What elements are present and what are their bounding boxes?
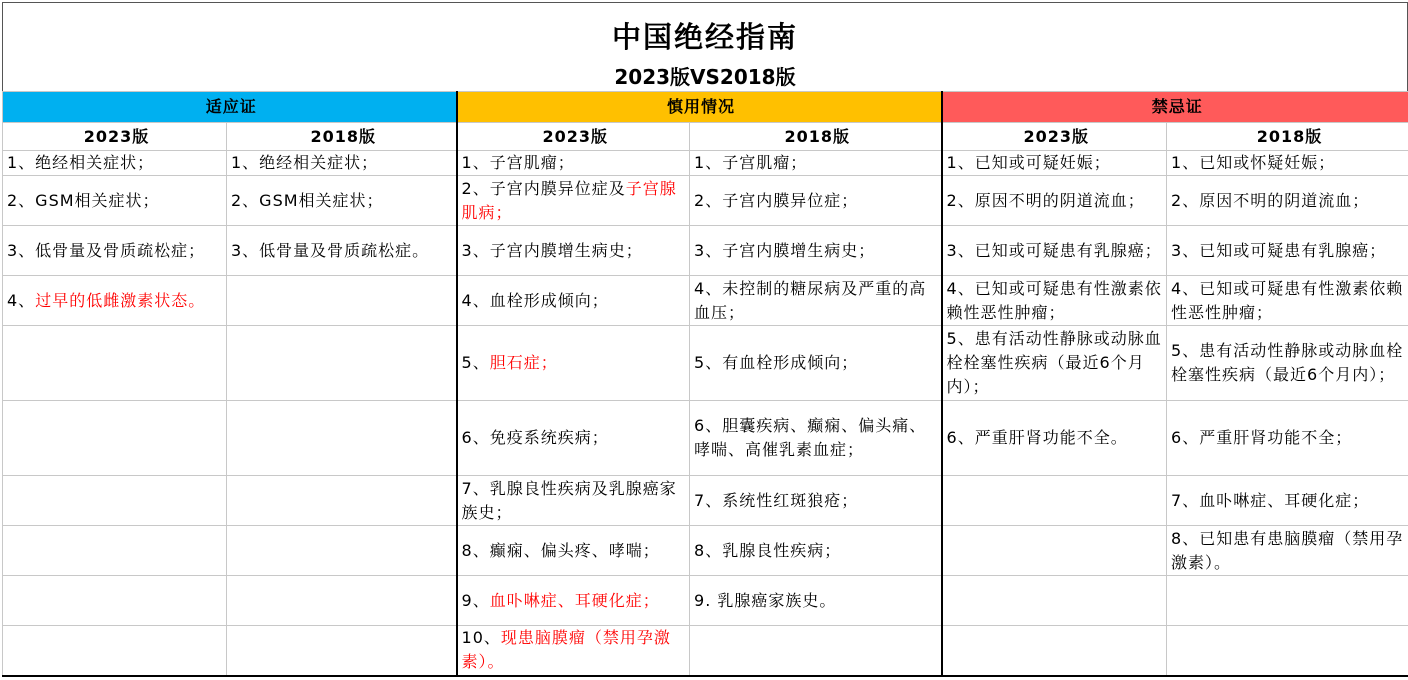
comparison-table [2,91,1408,677]
caution-2023-cell[interactable] [457,476,690,526]
cell-text: 4、血栓形成倾向； [461,290,609,310]
cell-text-highlight: 胆石症； [489,353,558,372]
contra-2018-header[interactable]: 2018版 [1167,123,1408,151]
caution-2023-cell[interactable] [457,151,690,176]
table-row [3,476,1408,526]
cell-text: 1、已知或可疑妊娠； [946,153,1111,172]
caution-2023-cell[interactable] [457,176,690,226]
caution-2018-cell[interactable] [690,276,942,326]
caution-2018-cell[interactable] [690,151,942,176]
contra-2018-cell[interactable] [1167,626,1408,676]
contra-2023-cell[interactable] [942,476,1167,526]
caution-2023-cell[interactable] [457,276,690,326]
section-header-row [3,92,1408,123]
indications-2018-cell[interactable] [227,576,457,626]
indications-2023-cell[interactable] [3,326,227,401]
cell-text: 2、子宫内膜异位症； [694,190,859,210]
cell-text: 6、胆囊疾病、癫痫、偏头痛、哮喘、高催乳素血症； [694,416,927,459]
cell-text: 4、已知或可疑患有性激素依赖性恶性肿瘤； [1171,278,1404,322]
caution-2023-cell[interactable] [457,626,690,676]
cell-text: 6、严重肝肾功能不全； [1171,428,1353,447]
contra-2023-cell[interactable] [942,226,1167,276]
contra-2018-cell[interactable] [1167,476,1408,526]
cell-text: 2、原因不明的阴道流血； [1171,190,1370,210]
contra-2023-cell[interactable] [942,151,1167,176]
caution-2018-cell[interactable] [690,326,942,401]
contra-2018-cell[interactable] [1167,576,1408,626]
caution-2023-header[interactable]: 2023版 [457,123,690,151]
cell-text: 2、子宫内膜异位症及 [461,178,626,198]
table-row [3,576,1408,626]
cell-text: 3、低骨量及骨质疏松症； [7,240,206,260]
contra-2023-cell[interactable] [942,276,1167,326]
indications-2023-cell[interactable] [3,526,227,576]
section-caution[interactable]: 慎用情况 [457,92,942,123]
title-block [2,2,1408,91]
indications-2018-cell[interactable] [227,151,457,176]
table-row [3,401,1408,476]
cell-text: 1、绝经相关症状； [7,153,155,172]
contra-2018-cell[interactable] [1167,226,1408,276]
cell-text: 10、 [461,628,501,648]
cell-text: 3、子宫内膜增生病史； [461,240,643,260]
indications-2023-cell[interactable] [3,176,227,226]
contra-2023-header[interactable]: 2023版 [942,123,1167,151]
caution-2018-cell[interactable] [690,476,942,526]
cell-text: 3、子宫内膜增生病史； [694,240,876,260]
cell-text: 5、患有活动性静脉或动脉血栓栓塞性疾病（最近6个月内）； [1171,341,1404,384]
contra-2023-cell[interactable] [942,526,1167,576]
cell-text: 4、未控制的糖尿病及严重的高血压； [694,278,927,322]
caution-2018-cell[interactable] [690,626,942,676]
indications-2018-cell[interactable] [227,176,457,226]
cell-text: 2、GSM相关症状； [231,190,384,210]
caution-2018-cell[interactable] [690,526,942,576]
table-row [3,151,1408,176]
contra-2023-cell[interactable] [942,176,1167,226]
indications-2023-cell[interactable] [3,401,227,476]
cell-text: 4、 [7,290,36,310]
table-row [3,326,1408,401]
cell-text: 6、免疫系统疾病； [461,428,609,447]
cell-text: 7、系统性红斑狼疮； [694,490,859,510]
cell-text-highlight: 血卟啉症、耳硬化症； [489,590,660,610]
section-contraindications[interactable]: 禁忌证 [942,92,1408,123]
table-row [3,526,1408,576]
caution-2023-cell[interactable] [457,526,690,576]
indications-2018-cell[interactable] [227,276,457,326]
cell-text: 2、原因不明的阴道流血； [946,190,1145,210]
cell-text: 3、已知或可疑患有乳腺癌； [946,240,1162,260]
caution-2018-cell[interactable] [690,401,942,476]
page-subtitle: 2023版VS2018版 [614,65,796,89]
indications-2023-cell[interactable] [3,576,227,626]
cell-text: 5、 [461,353,490,372]
indications-2018-cell[interactable] [227,626,457,676]
contra-2018-cell[interactable] [1167,326,1408,401]
contra-2018-cell[interactable] [1167,401,1408,476]
indications-2018-cell[interactable] [227,401,457,476]
caution-2018-cell[interactable] [690,176,942,226]
cell-text: 1、绝经相关症状； [231,153,379,172]
version-header-row [3,123,1408,151]
contra-2023-cell[interactable] [942,326,1167,401]
cell-text: 1、已知或怀疑妊娠； [1171,153,1336,172]
cell-text: 8、已知患有患脑膜瘤（禁用孕激素）。 [1171,528,1404,572]
contra-2023-cell[interactable] [942,576,1167,626]
cell-text: 1、子宫肌瘤； [461,153,575,172]
indications-2023-header[interactable]: 2023版 [3,123,227,151]
cell-text: 7、乳腺良性疾病及乳腺癌家族史； [461,478,677,522]
indications-2023-cell[interactable] [3,476,227,526]
contra-2018-cell[interactable] [1167,276,1408,326]
caution-2018-cell[interactable] [690,576,942,626]
cell-text: 3、已知或可疑患有乳腺癌； [1171,240,1387,260]
cell-text: 5、患有活动性静脉或动脉血栓栓塞性疾病（最近6个月内）； [946,329,1162,396]
indications-2018-header[interactable]: 2018版 [227,123,457,151]
cell-text: 2、GSM相关症状； [7,190,160,210]
cell-text: 4、已知或可疑患有性激素依赖性恶性肿瘤； [946,278,1162,322]
cell-text: 5、有血栓形成倾向； [694,353,859,372]
table-row [3,176,1408,226]
cell-text: 8、乳腺良性疾病； [694,540,842,560]
cell-text-highlight: 现患脑膜瘤（禁用孕激素）。 [461,628,671,672]
caution-2023-cell[interactable] [457,326,690,401]
caution-2023-cell[interactable] [457,226,690,276]
table-row [3,626,1408,676]
indications-2018-cell[interactable] [227,476,457,526]
indications-2018-cell[interactable] [227,226,457,276]
cell-text: 1、子宫肌瘤； [694,153,808,172]
cell-text: 3、低骨量及骨质疏松症。 [231,240,430,260]
contra-2018-cell[interactable] [1167,526,1408,576]
cell-text-highlight: 子宫腺肌病； [461,178,677,222]
indications-2023-cell[interactable] [3,626,227,676]
section-indications[interactable]: 适应证 [3,92,457,123]
cell-text-highlight: 过早的低雌激素状态。 [35,290,206,310]
table-row [3,276,1408,326]
cell-text: 7、血卟啉症、耳硬化症； [1171,490,1370,510]
indications-2023-cell[interactable] [3,276,227,326]
indications-2018-cell[interactable] [227,526,457,576]
caution-2023-cell[interactable] [457,401,690,476]
indications-2023-cell[interactable] [3,151,227,176]
caution-2018-header[interactable]: 2018版 [690,123,942,151]
contra-2018-cell[interactable] [1167,151,1408,176]
indications-2023-cell[interactable] [3,226,227,276]
contra-2023-cell[interactable] [942,401,1167,476]
caution-2018-cell[interactable] [690,226,942,276]
table-row [3,226,1408,276]
cell-text: 8、癫痫、偏头疼、哮喘； [461,540,660,560]
cell-text: 6、严重肝肾功能不全。 [946,428,1128,447]
caution-2023-cell[interactable] [457,576,690,626]
cell-text: 9. 乳腺癌家族史。 [694,590,837,610]
page-title: 中国绝经指南 [611,20,798,54]
contra-2023-cell[interactable] [942,626,1167,676]
contra-2018-cell[interactable] [1167,176,1408,226]
cell-text: 9、 [461,590,490,610]
indications-2018-cell[interactable] [227,326,457,401]
